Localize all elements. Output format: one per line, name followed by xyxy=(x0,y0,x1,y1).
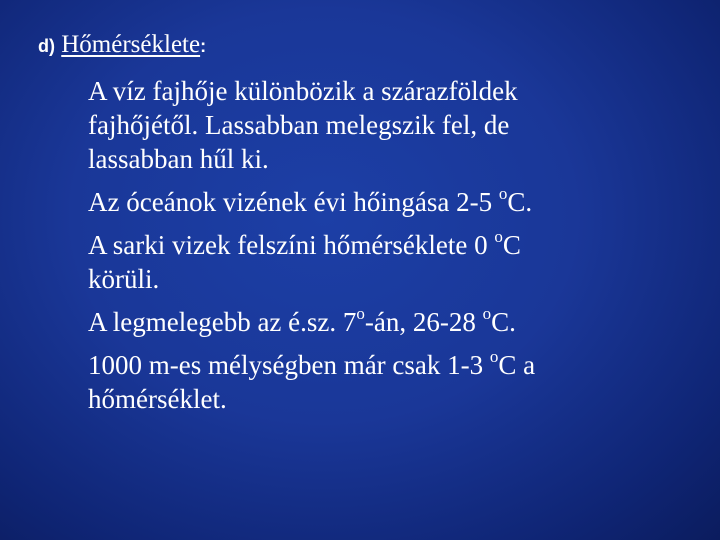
text-fragment: 1000 m-es mélységben már csak 1-3 xyxy=(88,350,490,380)
text-line: lassabban hűl ki. xyxy=(88,144,269,174)
text-fragment: Az óceánok vizének évi hőingása 2-5 xyxy=(88,187,499,217)
text-fragment: C. xyxy=(507,187,533,217)
text-line: hőmérséklet. xyxy=(88,384,227,414)
degree-superscript: o xyxy=(356,304,365,323)
text-line xyxy=(88,228,688,262)
text-fragment: C. xyxy=(491,307,516,337)
text-line xyxy=(88,185,688,219)
paragraph-warmest xyxy=(88,305,688,339)
degree-superscript: o xyxy=(489,347,499,366)
text-fragment: A legmelegebb az é.sz. 7 xyxy=(88,307,357,337)
paragraph-polar-water xyxy=(88,228,688,296)
text-line: körüli. xyxy=(88,264,160,294)
heading-prefix: d) xyxy=(38,36,55,56)
heading-colon: : xyxy=(200,36,207,56)
slide-heading xyxy=(38,28,206,63)
heading-title: Hőmérséklete xyxy=(61,31,201,58)
degree-superscript: o xyxy=(498,184,508,203)
text-fragment: -án, 26-28 xyxy=(364,307,483,337)
slide-body xyxy=(88,74,688,425)
text-line: fajhőjétől. Lassabban melegszik fel, de xyxy=(88,110,510,140)
degree-superscript: o xyxy=(482,304,492,323)
text-line: A víz fajhője különbözik a szárazföldek xyxy=(88,76,518,106)
text-line xyxy=(88,348,688,382)
text-fragment: C a xyxy=(498,350,536,380)
text-line xyxy=(88,305,688,339)
paragraph-ocean-range xyxy=(88,185,688,219)
text-fragment: C xyxy=(502,230,521,260)
text-fragment: A sarki vizek felszíni hőmérséklete 0 xyxy=(88,230,495,260)
paragraph-depth xyxy=(88,348,688,416)
paragraph-specific-heat xyxy=(88,74,688,176)
degree-superscript: o xyxy=(494,227,503,246)
